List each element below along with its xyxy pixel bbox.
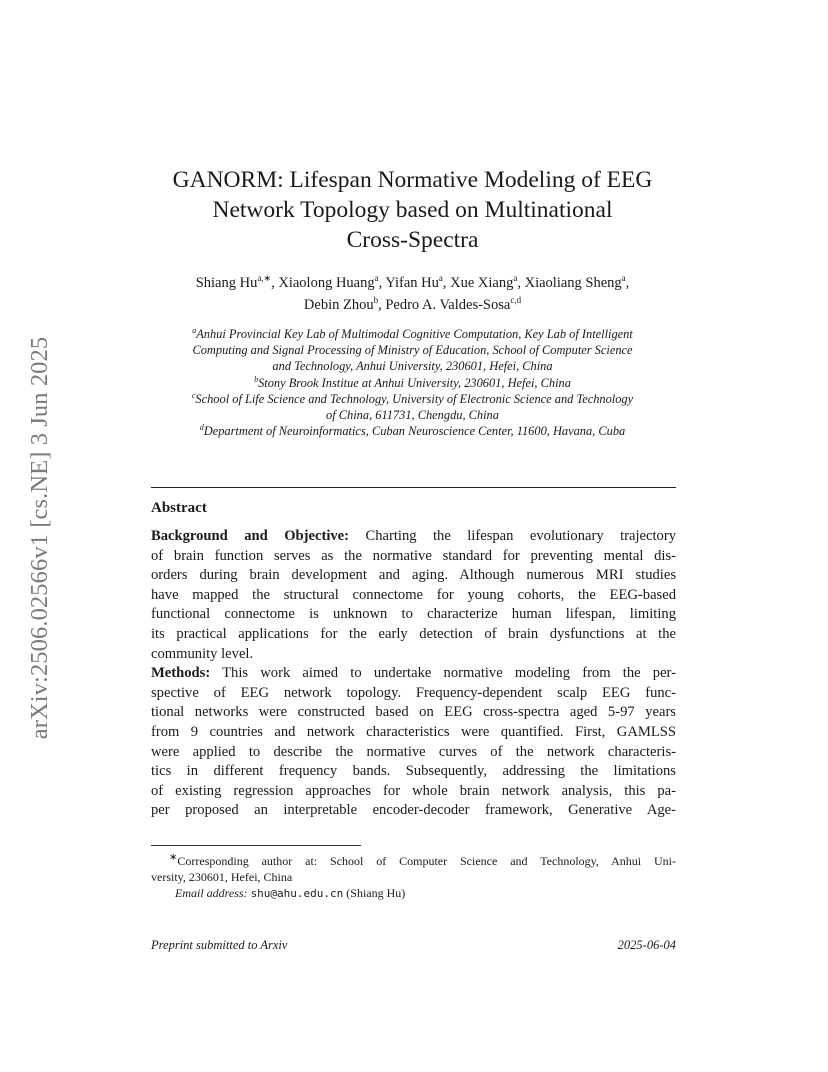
footnote-line-2: versity, 230601, Hefei, China (151, 870, 293, 884)
author-name: Yifan Hu (385, 275, 439, 291)
author-affiliation-mark: a (374, 273, 379, 283)
affiliation-c-line-1 (140, 391, 685, 407)
abstract-line (151, 664, 676, 684)
abstract-line: have mapped the structural connectome for young cohorts, the EEG-based (151, 586, 676, 603)
footnote-rule (151, 845, 361, 846)
email-label: Email address: (175, 886, 248, 900)
affiliation-b (140, 375, 685, 391)
abstract-line: per proposed an interpretable encoder-decoder framework, Generative Age- (151, 802, 676, 819)
abstract-heading: Abstract (151, 500, 207, 516)
email-owner: (Shiang Hu) (343, 886, 406, 900)
affiliation-text: Anhui Provincial Key Lab of Multimodal Cognitive Computation, Key Lab of Intelligent (196, 327, 633, 341)
abstract-line: tional networks were constructed based on EEG cross-spectra aged 5-97 years (151, 704, 676, 721)
affiliation-marker: c (191, 390, 196, 400)
affiliation-list (140, 326, 685, 439)
author-name: Pedro A. Valdes-Sosa (385, 297, 511, 313)
author-affiliation-mark: b (373, 295, 379, 305)
author-separator: , (625, 275, 630, 291)
author-name: Shiang Hu (195, 275, 258, 291)
author-line-1 (140, 272, 685, 294)
background-objective-label: Background and Objective: (151, 528, 350, 544)
footnote-line-1 (151, 850, 676, 869)
author-separator: , (517, 275, 525, 291)
abstract-line: community level. (151, 645, 254, 662)
footnote-email-line (151, 885, 676, 902)
abstract-line: its practical applications for the early detection of brain dysfunctions at the (151, 625, 676, 642)
abstract-line: of brain function serves as the normative standard for preventing mental dis- (151, 547, 676, 564)
abstract-text: Charting the lifespan evolutionary trajectory (349, 528, 676, 544)
affiliation-marker: d (199, 423, 204, 433)
author-name: Xiaolong Huang (278, 275, 375, 291)
affiliation-d (140, 423, 685, 439)
author-affiliation-mark: a (513, 273, 518, 283)
author-separator: , (271, 275, 279, 291)
author-separator: , (378, 275, 386, 291)
abstract-text: This work aimed to undertake normative modeling from the per- (210, 665, 676, 682)
title-line-2: Network Topology based on Multinational (212, 197, 613, 223)
author-name: Xiaoliang Sheng (524, 275, 622, 291)
author-name: Debin Zhou (303, 297, 374, 313)
author-line-2 (140, 294, 685, 316)
author-affiliation-mark: a (621, 273, 626, 283)
corresponding-author-footnote (151, 850, 676, 902)
abstract-top-rule (151, 487, 676, 488)
affiliation-text: School of Life Science and Technology, University of Electronic Science and Technology (195, 391, 634, 406)
affiliation-text: Stony Brook Institue at Anhui University, 230601, Hefei, China (258, 375, 571, 390)
abstract-body (151, 527, 676, 821)
abstract-line: of existing regression approaches for whole brain network analysis, this pa- (151, 782, 676, 799)
author-list (140, 272, 685, 316)
affiliation-text: Department of Neuroinformatics, Cuban Neuroscience Center, 11600, Havana, Cuba (203, 424, 626, 439)
author-affiliation-mark: a (438, 273, 443, 283)
author-affiliation-mark: a,∗ (257, 273, 272, 283)
affiliation-a-line-3: and Technology, Anhui University, 230601, Hefei, China (272, 359, 553, 374)
abstract-line: tics in different frequency bands. Subsequently, addressing the limitations (151, 763, 676, 780)
affiliation-c-line-2: of China, 611731, Chengdu, China (326, 408, 499, 423)
abstract-line: from 9 countries and network characteristics were quantified. First, GAMLSS (151, 723, 676, 740)
title-line-1: GANORM: Lifespan Normative Modeling of EEG (172, 167, 653, 193)
submission-date: 2025-06-04 (617, 938, 676, 952)
paper-title (150, 165, 675, 255)
affiliation-marker: a (192, 326, 197, 335)
author-name: Xue Xiang (450, 275, 514, 291)
footnote-text: Corresponding author at: School of Computer Science and Technology, Anhui Uni- (177, 854, 676, 868)
affiliation-a-line-1 (140, 326, 685, 342)
abstract-line: orders during brain development and aging. Although numerous MRI studies (151, 567, 676, 584)
email-address-link[interactable]: shu@ahu.edu.cn (250, 887, 344, 900)
affiliation-a-line-2: Computing and Signal Processing of Ministry of Education, School of Computer Science (192, 343, 633, 358)
arxiv-identifier-text: arXiv:2506.02566v1 [cs.NE] 3 Jun 2025 (26, 336, 53, 739)
footnote-marker: ∗ (169, 852, 178, 863)
abstract-line: spective of EEG network topology. Frequency-dependent scalp EEG func- (151, 684, 676, 701)
author-separator: , (442, 275, 451, 291)
methods-label: Methods: (151, 665, 211, 682)
abstract-line: functional connectome is unknown to characterize human lifespan, limiting (151, 606, 676, 623)
arxiv-identifier-stamp (20, 310, 60, 765)
author-affiliation-mark: c,d (510, 295, 522, 305)
preprint-note: Preprint submitted to Arxiv (151, 938, 288, 952)
affiliation-marker: b (254, 374, 259, 384)
title-line-3: Cross-Spectra (346, 227, 479, 253)
abstract-line: were applied to describe the normative curves of the network characteris- (151, 743, 676, 760)
author-separator: , (378, 297, 386, 313)
abstract-line (151, 527, 676, 547)
